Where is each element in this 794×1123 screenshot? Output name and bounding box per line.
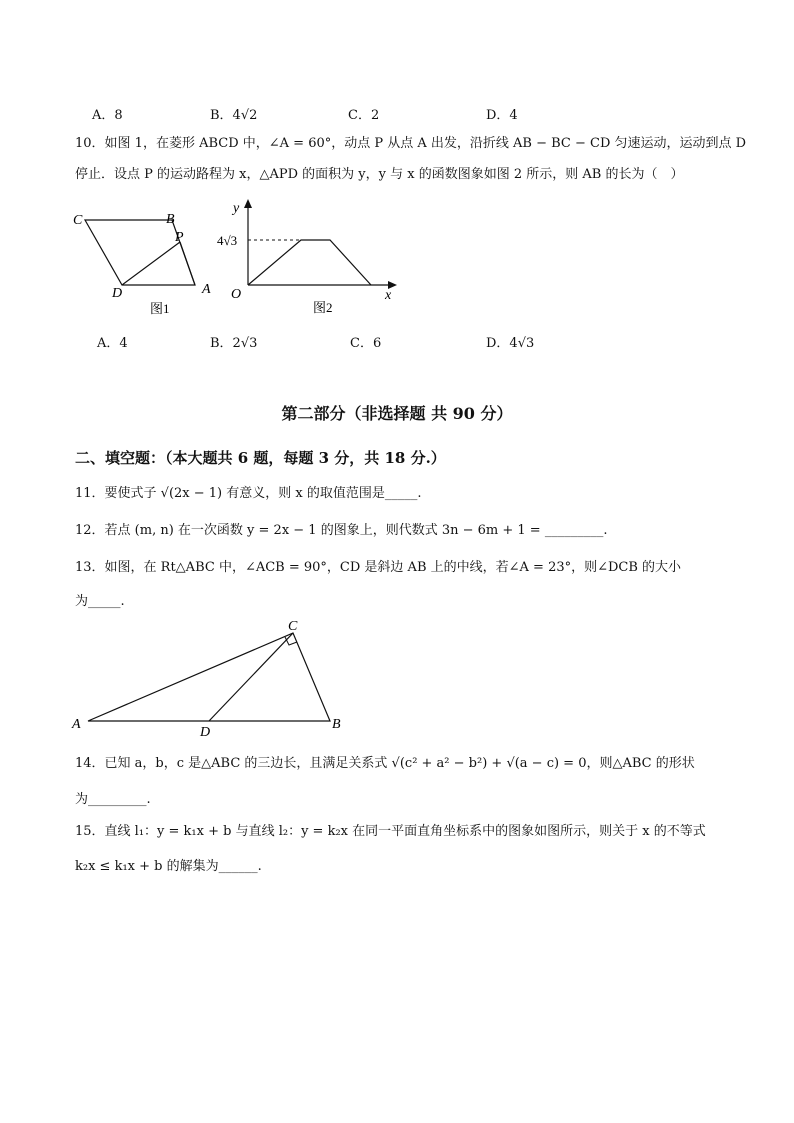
label-c: C xyxy=(73,213,83,228)
label-d: D xyxy=(200,725,211,740)
label-p: P xyxy=(175,230,184,245)
segment-ap xyxy=(180,242,195,285)
label-b: B xyxy=(166,212,175,227)
y-tick-4sqrt3: 4√3 xyxy=(217,233,238,248)
label-d: D xyxy=(112,286,123,301)
q10-option-c: C．6 xyxy=(350,336,382,351)
q9-option-d: D．4 xyxy=(486,108,518,123)
q10-text-line1: 10．如图 1，在菱形 ABCD 中，∠A = 60°，动点 P 从点 A 出发，沿折线 AB − BC − CD 匀速运动，运动到点 D xyxy=(75,136,747,151)
q10-option-b: B．2√3 xyxy=(210,336,258,351)
q12-text: 12．若点 (m, n) 在一次函数 y = 2x − 1 的图象上，则代数式 3n − 6m + 1 = _________. xyxy=(75,523,608,538)
origin-label: O xyxy=(231,287,242,302)
q10-text-line2: 停止．设点 P 的运动路程为 x，△APD 的面积为 y，y 与 x 的函数图象如图 2 所示，则 AB 的长为（ ） xyxy=(75,167,684,182)
x-axis-label: x xyxy=(385,288,392,303)
q14-text-line2: 为_________. xyxy=(75,792,151,807)
median-cd xyxy=(209,633,293,721)
q9-option-b: B．4√2 xyxy=(210,108,258,123)
label-a: A xyxy=(72,717,81,732)
triangle-abc xyxy=(88,633,330,721)
label-b: B xyxy=(332,717,341,732)
q11-text: 11．要使式子 √(2x − 1) 有意义，则 x 的取值范围是_____. xyxy=(75,486,422,501)
function-graph xyxy=(248,240,371,285)
y-axis-label: y xyxy=(233,201,240,216)
segment-dp xyxy=(122,242,180,285)
fig2-caption: 图2 xyxy=(313,300,333,315)
q13-text-line1: 13．如图，在 Rt△ABC 中，∠ACB = 90°，CD 是斜边 AB 上的中线，若∠A = 23°，则∠DCB 的大小 xyxy=(75,560,682,575)
label-a: A xyxy=(202,282,211,297)
q10-figure-1 xyxy=(70,205,220,320)
q13-figure xyxy=(68,615,358,745)
section2-title: 二、填空题：（本大题共 6 题，每题 3 分，共 18 分.） xyxy=(75,449,446,467)
q10-option-a: A．4 xyxy=(97,336,128,351)
y-axis-arrow xyxy=(244,199,252,208)
part2-title: 第二部分（非选择题 共 90 分） xyxy=(281,404,513,423)
q9-option-a: A．8 xyxy=(92,108,123,123)
q13-text-line2: 为_____. xyxy=(75,594,125,609)
q9-option-c: C．2 xyxy=(348,108,380,123)
label-c: C xyxy=(288,619,298,634)
q10-figure-2 xyxy=(215,197,405,320)
fig1-caption: 图1 xyxy=(150,301,170,316)
q10-option-d: D．4√3 xyxy=(486,336,535,351)
q15-text-line2: k₂x ≤ k₁x + b 的解集为______. xyxy=(75,859,262,874)
q15-text-line1: 15．直线 l₁：y = k₁x + b 与直线 l₂：y = k₂x 在同一平面直角坐标系中的图象如图所示，则关于 x 的不等式 xyxy=(75,824,706,839)
q14-text-line1: 14．已知 a，b，c 是△ABC 的三边长，且满足关系式 √(c² + a² − b²) + √(a − c) = 0，则△ABC 的形状 xyxy=(75,756,695,771)
